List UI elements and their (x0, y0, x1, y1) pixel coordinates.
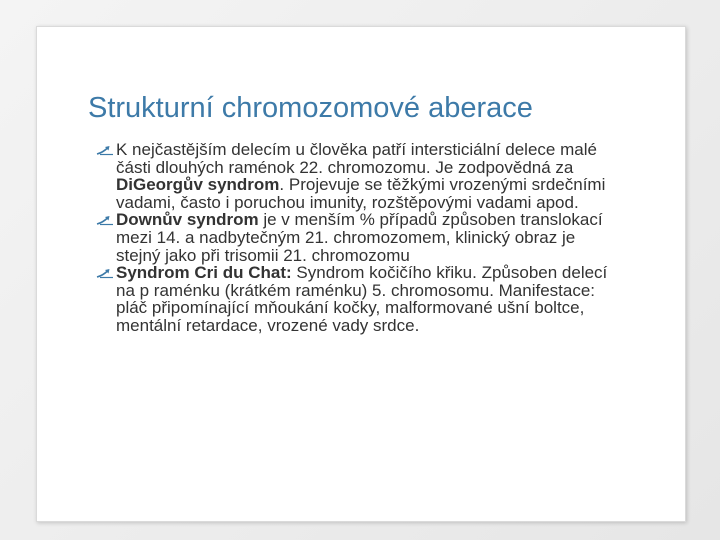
bullet-text: K nejčastějším delecím u člověka patří intersticiální delece malé části dlouhých raménok 22. chromozomu. Je zodpovědná za DiGeorgův syndrom. Projevuje se těžkými vrozenými srdečními vadami, často i poruchou imunity, rozštěpovými vadami apod. (116, 140, 606, 212)
bullet-bold-term: Downův syndrom (116, 210, 259, 230)
bullet-text: Downův syndrom je v menším % případů způsoben translokací mezi 14. a nadbytečným 21. chromozomem, klinický obraz je stejný jako při trisomii 21. chromozomu (116, 210, 603, 265)
bullet-list (96, 141, 616, 335)
bullet-bold-term: DiGeorgův syndrom (116, 175, 280, 195)
bullet-item-2 (96, 211, 616, 264)
bullet-text: Syndrom Cri du Chat: Syndrom kočičího křiku. Způsoben delecí na p raménku (krátkém raménku) 5. chromosomu. Manifestace: pláč připomínající mňoukání kočky, malformované ušní boltce, mentální retardace, vrozené vady srdce. (116, 263, 608, 335)
arrow-bullet-icon (96, 144, 114, 156)
arrow-bullet-icon (96, 214, 114, 226)
bullet-item-1 (96, 141, 616, 211)
slide-title: Strukturní chromozomové aberace (88, 92, 533, 124)
bullet-bold-term: Syndrom Cri du Chat: (116, 263, 292, 283)
arrow-bullet-icon (96, 267, 114, 279)
bullet-item-3 (96, 264, 616, 334)
